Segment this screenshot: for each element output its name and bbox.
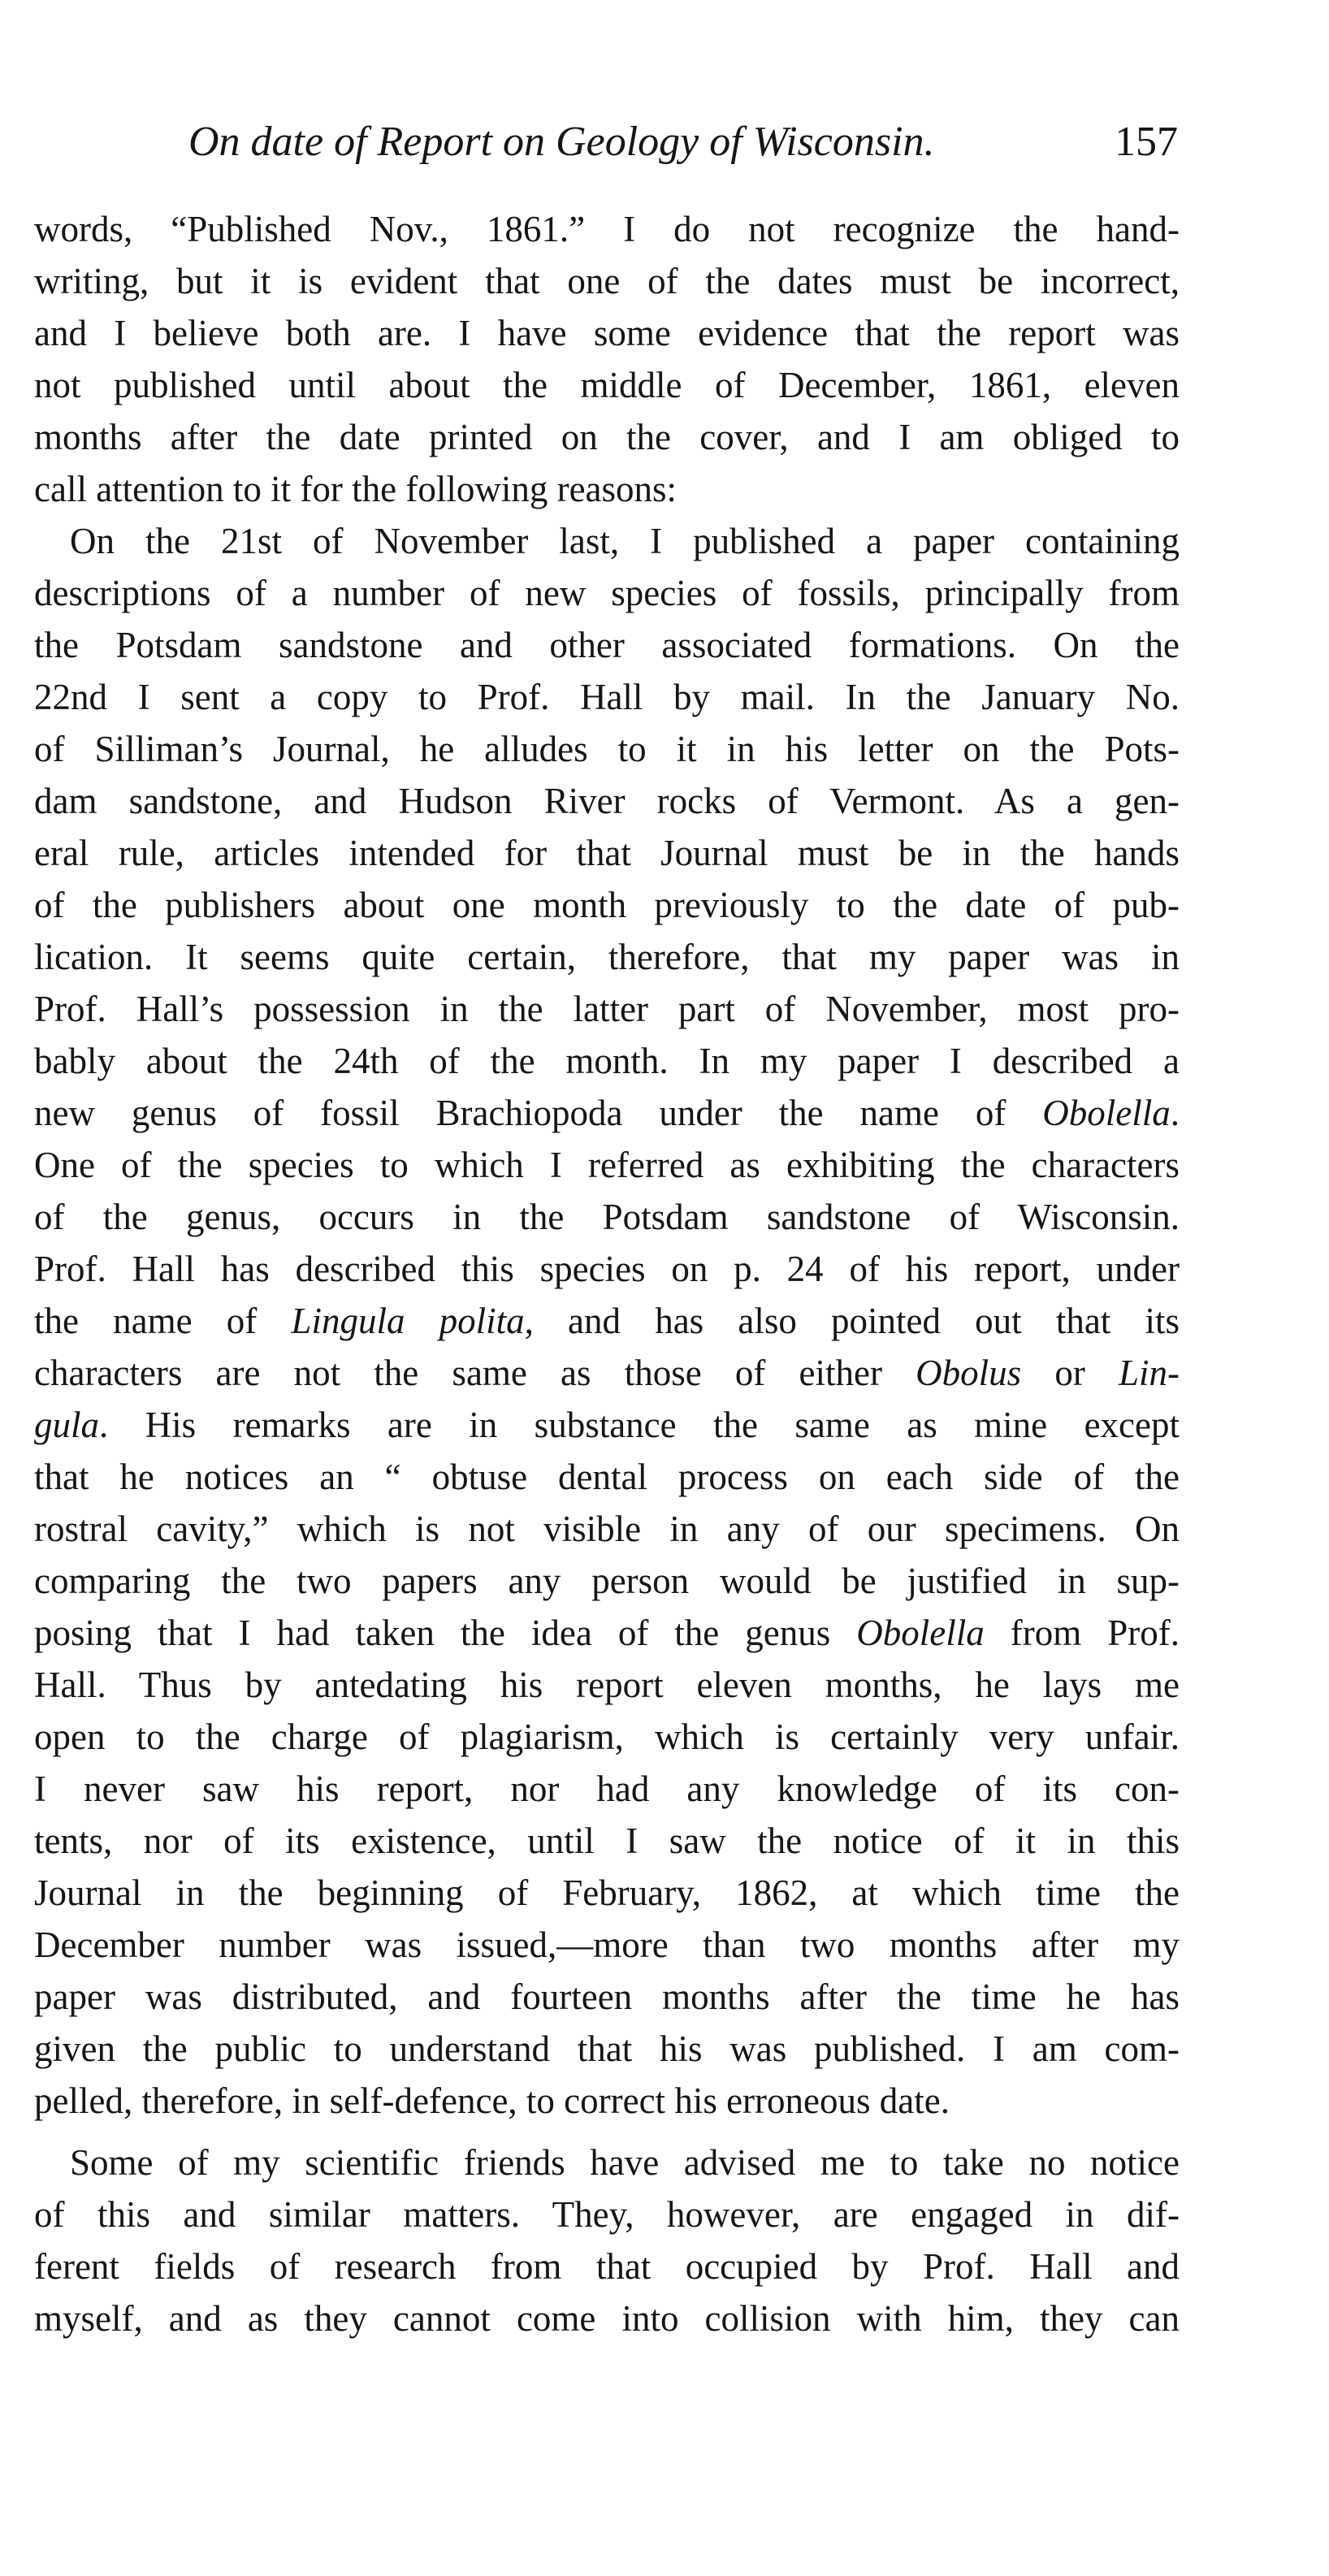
text-line: dam sandstone, and Hudson River rocks of Vermont. As a gen- <box>34 781 1180 821</box>
text-line: call attention to it for the following reasons: <box>34 469 677 509</box>
text-line: One of the species to which I referred as exhibiting the characters <box>34 1145 1180 1185</box>
page-number: 157 <box>1115 119 1178 165</box>
text-line: 22nd I sent a copy to Prof. Hall by mail. In the January No. <box>34 677 1180 717</box>
text-line: tents, nor of its existence, until I saw the notice of it in this <box>34 1821 1180 1861</box>
text-line: the name of Lingula polita, and has also pointed out that its <box>34 1301 1180 1341</box>
text-line: Hall. Thus by antedating his report eleven months, he lays me <box>34 1665 1180 1705</box>
text-line: pelled, therefore, in self-defence, to correct his erroneous date. <box>34 2080 950 2121</box>
text-line: months after the date printed on the cover, and I am obliged to <box>34 417 1180 457</box>
text-line: lication. It seems quite certain, therefore, that my paper was in <box>34 937 1180 977</box>
paragraph-gap <box>34 2127 1180 2137</box>
text-line: eral rule, articles intended for that Journal must be in the hands <box>34 833 1180 873</box>
text-line: descriptions of a number of new species of fossils, principally from <box>34 573 1180 613</box>
text-line: open to the charge of plagiarism, which is certainly very unfair. <box>34 1717 1180 1757</box>
text-line: that he notices an “ obtuse dental process on each side of the <box>34 1457 1180 1497</box>
text-line: not published until about the middle of December, 1861, eleven <box>34 365 1180 405</box>
text-line: words, “Published Nov., 1861.” I do not recognize the hand- <box>34 209 1180 249</box>
text-line: of Silliman’s Journal, he alludes to it in his letter on the Pots- <box>34 729 1180 769</box>
running-title: On date of Report on Geology of Wisconsin. <box>188 119 935 165</box>
text-line: paper was distributed, and fourteen months after the time he has <box>34 1976 1180 2017</box>
text-line: new genus of fossil Brachiopoda under the name of Obolella. <box>34 1093 1180 1133</box>
text-line: Some of my scientific friends have advised me to take no notice <box>70 2142 1180 2183</box>
text-line: writing, but it is evident that one of the dates must be incorrect, <box>34 261 1180 301</box>
text-line: characters are not the same as those of either Obolus or Lin- <box>34 1353 1180 1393</box>
text-line: given the public to understand that his was published. I am com- <box>34 2028 1180 2069</box>
text-line: of this and similar matters. They, however, are engaged in dif- <box>34 2194 1180 2235</box>
text-line: myself, and as they cannot come into collision with him, they can <box>34 2298 1180 2339</box>
text-line: the Potsdam sandstone and other associated formations. On the <box>34 625 1180 665</box>
text-line: On the 21st of November last, I published a paper containing <box>70 521 1180 561</box>
body-text <box>34 203 1180 2344</box>
text-line: bably about the 24th of the month. In my paper I described a <box>34 1041 1180 1081</box>
text-line: December number was issued,—more than two months after my <box>34 1924 1180 1965</box>
text-line: gula. His remarks are in substance the same as mine except <box>34 1405 1180 1445</box>
text-line: ferent fields of research from that occupied by Prof. Hall and <box>34 2246 1180 2287</box>
text-line: rostral cavity,” which is not visible in any of our specimens. On <box>34 1509 1180 1549</box>
text-line: Journal in the beginning of February, 1862, at which time the <box>34 1872 1180 1913</box>
text-line: and I believe both are. I have some evidence that the report was <box>34 313 1180 353</box>
text-line: posing that I had taken the idea of the genus Obolella from Prof. <box>34 1613 1180 1653</box>
text-line: of the genus, occurs in the Potsdam sandstone of Wisconsin. <box>34 1197 1180 1237</box>
text-line: I never saw his report, nor had any knowledge of its con- <box>34 1769 1180 1809</box>
text-line: of the publishers about one month previously to the date of pub- <box>34 885 1180 925</box>
text-line: Prof. Hall has described this species on p. 24 of his report, under <box>34 1249 1180 1289</box>
text-line: Prof. Hall’s possession in the latter part of November, most pro- <box>34 989 1180 1029</box>
running-head <box>188 110 1178 175</box>
text-line: comparing the two papers any person would be justified in sup- <box>34 1561 1180 1601</box>
